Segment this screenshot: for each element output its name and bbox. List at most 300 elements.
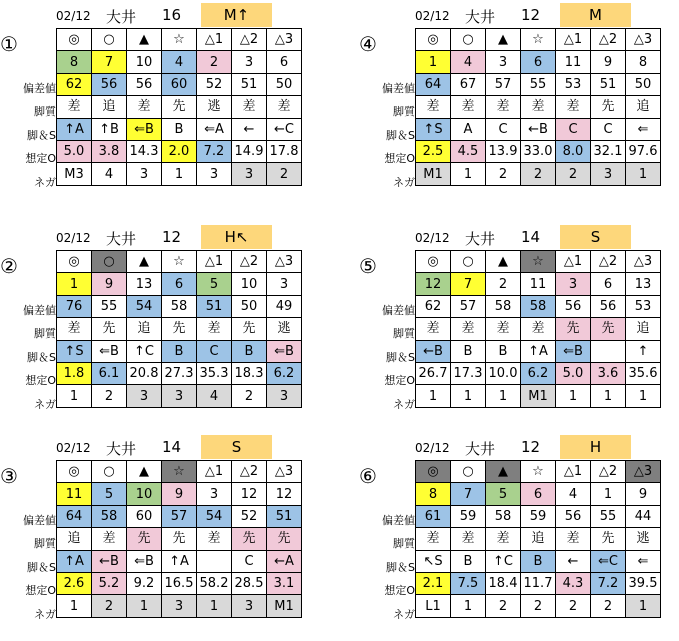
style-row (416, 528, 661, 550)
style-row (57, 96, 302, 118)
table-cell: L1 (416, 595, 451, 617)
mark-cell: △1 (556, 29, 591, 51)
horse-number-row (57, 483, 302, 505)
table-cell: 先 (232, 528, 267, 550)
table-cell: 1 (416, 385, 451, 407)
table-cell: 7.2 (591, 572, 626, 594)
table-cell: M1 (267, 595, 302, 617)
table-cell: 1 (626, 385, 661, 407)
row-label-leg-s: 脚＆S (386, 350, 415, 364)
row-label-nega: ネガ (393, 397, 415, 411)
prediction-table (56, 460, 302, 618)
table-cell: 10 (127, 51, 162, 73)
table-cell: 20.8 (127, 362, 162, 384)
table-cell: ↑C (486, 550, 521, 572)
table-cell: 3 (591, 163, 626, 185)
table-cell: ⇐ (626, 118, 661, 140)
table-cell: 60 (127, 505, 162, 527)
table-cell: 11.7 (521, 572, 556, 594)
table-cell: 差 (57, 96, 92, 118)
pace-badge: M (560, 3, 631, 27)
marks-row (57, 461, 302, 483)
table-cell: 57 (162, 505, 197, 527)
mark-cell: △3 (626, 251, 661, 273)
table-cell: 差 (556, 528, 591, 550)
table-cell: 56 (591, 295, 626, 317)
row-label-nega: ネガ (34, 607, 56, 621)
table-cell: C (591, 118, 626, 140)
prediction-table (56, 250, 302, 408)
table-cell: 先 (556, 318, 591, 340)
nega-row (57, 595, 302, 617)
race-date: 02/12 (415, 231, 450, 245)
race-panel-3 (0, 434, 296, 630)
table-cell: 5 (486, 483, 521, 505)
table-cell: 12 (416, 273, 451, 295)
table-cell: 3 (127, 163, 162, 185)
table-cell: 67 (451, 73, 486, 95)
table-cell: 2 (232, 385, 267, 407)
mark-cell: △2 (591, 29, 626, 51)
table-cell: 53 (626, 295, 661, 317)
table-cell: 9 (591, 51, 626, 73)
deviation-row (416, 295, 661, 317)
style-row (57, 318, 302, 340)
table-cell: 62 (416, 295, 451, 317)
table-cell: B (521, 550, 556, 572)
table-cell: 4.5 (451, 140, 486, 162)
table-cell: 56 (92, 73, 127, 95)
table-cell: M3 (57, 163, 92, 185)
table-cell: 7.2 (197, 140, 232, 162)
race-number: 12 (521, 438, 541, 456)
mark-cell: △3 (267, 461, 302, 483)
table-cell: ↑ (626, 340, 661, 362)
table-cell: 58 (486, 505, 521, 527)
race-panel-4 (359, 2, 658, 198)
marks-row (416, 461, 661, 483)
leg-s-row (57, 550, 302, 572)
table-cell: 先 (232, 318, 267, 340)
table-cell: 3 (162, 595, 197, 617)
race-number: 16 (162, 6, 182, 24)
table-cell: 3 (197, 483, 232, 505)
row-label-nega: ネガ (34, 397, 56, 411)
table-cell: 6 (162, 273, 197, 295)
table-cell: 59 (451, 505, 486, 527)
mark-cell: ○ (92, 29, 127, 51)
mark-cell: ◎ (57, 29, 92, 51)
mark-cell: △3 (626, 461, 661, 483)
table-cell: 13 (127, 273, 162, 295)
nega-row (416, 163, 661, 185)
mark-cell: ◎ (416, 29, 451, 51)
table-cell: 2 (486, 273, 521, 295)
table-cell: ↑S (57, 340, 92, 362)
row-labels (0, 77, 56, 194)
table-cell: 差 (197, 528, 232, 550)
row-label-style: 脚質 (393, 537, 415, 551)
prediction-table (415, 460, 661, 618)
table-cell: 44 (626, 505, 661, 527)
table-cell: 12 (267, 483, 302, 505)
mark-cell: ○ (451, 29, 486, 51)
row-label-odds: 想定O (384, 152, 415, 166)
table-cell: 差 (451, 96, 486, 118)
deviation-row (57, 73, 302, 95)
table-cell: 58 (521, 295, 556, 317)
table-cell: 5 (197, 273, 232, 295)
row-label-deviation: 偏差値 (382, 304, 415, 317)
table-cell: ← (232, 118, 267, 140)
table-cell: 35.6 (626, 362, 661, 384)
table-cell: 32.1 (591, 140, 626, 162)
row-label-style: 脚質 (34, 105, 56, 119)
table-cell: 9 (92, 273, 127, 295)
mark-cell: △2 (591, 461, 626, 483)
table-cell: 2 (486, 595, 521, 617)
row-label-leg-s: 脚＆S (386, 560, 415, 574)
table-cell: 53 (556, 73, 591, 95)
race-venue: 大井 (106, 440, 137, 458)
pace-badge: H↖ (201, 225, 272, 249)
table-cell: ←C (267, 118, 302, 140)
mark-cell: ◎ (57, 461, 92, 483)
table-cell: ←A (267, 550, 302, 572)
table-cell: 54 (127, 295, 162, 317)
panel-header (0, 224, 296, 250)
table-cell: 3 (486, 51, 521, 73)
race-date: 02/12 (415, 9, 450, 23)
table-cell: 1 (451, 163, 486, 185)
row-labels (0, 509, 56, 626)
table-cell: 4 (197, 385, 232, 407)
row-label-odds: 想定O (384, 374, 415, 388)
row-label-leg-s: 脚＆S (27, 350, 56, 364)
table-cell: B (162, 340, 197, 362)
table-cell: 14.9 (232, 140, 267, 162)
table-cell: 1 (197, 595, 232, 617)
race-date: 02/12 (56, 9, 91, 23)
table-cell: 差 (197, 318, 232, 340)
table-cell: 55 (591, 505, 626, 527)
table-cell: 先 (591, 528, 626, 550)
table-cell: 6.1 (92, 362, 127, 384)
table-cell: 8 (416, 483, 451, 505)
table-cell: 56 (127, 73, 162, 95)
odds-row (57, 362, 302, 384)
odds-row (416, 572, 661, 594)
table-cell: 差 (521, 318, 556, 340)
table-cell: ↑C (127, 340, 162, 362)
table-cell: 1 (57, 385, 92, 407)
mark-cell: ◎ (416, 251, 451, 273)
table-cell: 59 (521, 505, 556, 527)
table-cell: 1 (591, 385, 626, 407)
race-venue: 大井 (106, 230, 137, 248)
mark-cell: △3 (267, 251, 302, 273)
row-label-nega: ネガ (393, 607, 415, 621)
table-cell: 差 (416, 318, 451, 340)
row-labels (359, 509, 415, 626)
nega-row (57, 163, 302, 185)
deviation-row (57, 295, 302, 317)
table-cell: 14.3 (127, 140, 162, 162)
table-cell: 差 (486, 96, 521, 118)
row-label-deviation: 偏差値 (23, 82, 56, 95)
table-cell: B (232, 340, 267, 362)
horse-number-row (57, 273, 302, 295)
table-cell: 1 (57, 273, 92, 295)
table-cell: 2 (591, 595, 626, 617)
table-cell: 10 (127, 483, 162, 505)
table-cell: 先 (162, 318, 197, 340)
table-cell: ↑B (92, 118, 127, 140)
table-cell: 2.6 (57, 572, 92, 594)
pace-badge: S (560, 225, 631, 249)
mark-cell: ○ (451, 461, 486, 483)
table-cell: 2.1 (416, 572, 451, 594)
table-cell: 追 (57, 528, 92, 550)
table-cell: 先 (591, 318, 626, 340)
table-cell: 2 (521, 163, 556, 185)
row-label-deviation: 偏差値 (23, 514, 56, 527)
horse-number-row (416, 483, 661, 505)
table-cell: 1 (556, 385, 591, 407)
row-label-deviation: 偏差値 (23, 304, 56, 317)
table-cell: 3 (267, 273, 302, 295)
mark-cell: ▲ (486, 29, 521, 51)
table-cell: M1 (416, 163, 451, 185)
table-cell: 1 (486, 385, 521, 407)
marks-row (416, 251, 661, 273)
row-label-nega: ネガ (34, 175, 56, 189)
table-cell: 2.5 (416, 140, 451, 162)
table-cell: 逃 (267, 318, 302, 340)
table-cell: 58.2 (197, 572, 232, 594)
mark-cell: ◎ (416, 461, 451, 483)
table-cell: 7 (451, 273, 486, 295)
row-label-leg-s: 脚＆S (27, 560, 56, 574)
table-cell: C (232, 550, 267, 572)
race-number: 14 (521, 228, 541, 246)
table-cell: ⇐B (127, 118, 162, 140)
table-cell: ⇐B (92, 340, 127, 362)
table-cell: 9.2 (127, 572, 162, 594)
table-cell: 5.0 (556, 362, 591, 384)
table-cell: 17.8 (267, 140, 302, 162)
table-cell: 50 (626, 73, 661, 95)
mark-cell: △1 (556, 461, 591, 483)
table-cell: 1 (162, 163, 197, 185)
table-cell: B (451, 550, 486, 572)
row-label-odds: 想定O (25, 152, 56, 166)
table-cell: 3 (162, 385, 197, 407)
table-cell: 1 (591, 483, 626, 505)
table-cell: 62 (57, 73, 92, 95)
table-cell: 3 (232, 595, 267, 617)
row-label-style: 脚質 (393, 105, 415, 119)
table-cell: B (486, 340, 521, 362)
mark-cell: ☆ (521, 29, 556, 51)
table-cell: 4 (556, 483, 591, 505)
table-cell: ⇐C (591, 550, 626, 572)
deviation-row (57, 505, 302, 527)
race-number: 12 (521, 6, 541, 24)
marks-row (57, 29, 302, 51)
table-cell: 差 (127, 96, 162, 118)
table-cell: 逃 (626, 528, 661, 550)
table-cell: 追 (521, 528, 556, 550)
table-cell: 35.3 (197, 362, 232, 384)
mark-cell: △2 (232, 461, 267, 483)
mark-cell: △2 (591, 251, 626, 273)
race-venue: 大井 (465, 440, 496, 458)
table-cell: 76 (57, 295, 92, 317)
table-cell: 差 (451, 528, 486, 550)
mark-cell: △3 (626, 29, 661, 51)
table-cell: B (451, 340, 486, 362)
table-cell: 3 (232, 51, 267, 73)
table-cell: 6.2 (267, 362, 302, 384)
table-cell: 2.0 (162, 140, 197, 162)
mark-cell: ▲ (486, 461, 521, 483)
table-cell: 97.6 (626, 140, 661, 162)
mark-cell: ○ (451, 251, 486, 273)
table-cell: 13 (626, 273, 661, 295)
table-cell: 先 (591, 96, 626, 118)
race-date: 02/12 (56, 441, 91, 455)
horse-number-row (57, 51, 302, 73)
mark-cell: ○ (92, 251, 127, 273)
table-cell: 追 (626, 96, 661, 118)
table-cell: 58 (162, 295, 197, 317)
table-cell: ←B (92, 550, 127, 572)
race-venue: 大井 (106, 8, 137, 26)
mark-cell: ☆ (521, 461, 556, 483)
panel-number: ① (0, 32, 18, 56)
table-cell: 57 (451, 295, 486, 317)
table-cell: 64 (416, 73, 451, 95)
table-cell: 51 (591, 73, 626, 95)
table-cell: 28.5 (232, 572, 267, 594)
table-cell: ⇐B (556, 340, 591, 362)
table-cell: C (556, 118, 591, 140)
panel-number: ③ (0, 464, 18, 488)
mark-cell: △1 (556, 251, 591, 273)
mark-cell: △2 (232, 251, 267, 273)
leg-s-row (57, 118, 302, 140)
row-label-odds: 想定O (384, 584, 415, 598)
mark-cell: ▲ (127, 461, 162, 483)
race-date: 02/12 (415, 441, 450, 455)
table-cell: 差 (57, 318, 92, 340)
table-cell: 17.3 (451, 362, 486, 384)
nega-row (416, 595, 661, 617)
table-cell: 52 (232, 505, 267, 527)
pace-badge: H (560, 435, 631, 459)
leg-s-row (57, 340, 302, 362)
table-cell: ←B (416, 340, 451, 362)
table-cell: 11 (521, 273, 556, 295)
table-cell: 先 (267, 528, 302, 550)
table-cell: 6 (521, 483, 556, 505)
nega-row (416, 385, 661, 407)
pace-badge: M↑ (201, 3, 272, 27)
race-panel-2 (0, 224, 296, 420)
table-cell: 18.4 (486, 572, 521, 594)
mark-cell: ◎ (57, 251, 92, 273)
race-venue: 大井 (465, 230, 496, 248)
mark-cell: ○ (92, 461, 127, 483)
mark-cell: ☆ (162, 251, 197, 273)
table-cell: 追 (92, 96, 127, 118)
style-row (416, 96, 661, 118)
table-cell: 33.0 (521, 140, 556, 162)
table-cell: 50 (267, 73, 302, 95)
panel-header (359, 2, 655, 28)
leg-s-row (416, 550, 661, 572)
race-panel-6 (359, 434, 658, 630)
mark-cell: △3 (267, 29, 302, 51)
table-cell: 追 (127, 318, 162, 340)
table-cell: C (486, 118, 521, 140)
odds-row (57, 140, 302, 162)
table-cell: 54 (197, 505, 232, 527)
table-cell: 10 (232, 273, 267, 295)
table-cell: ↖S (416, 550, 451, 572)
panel-number: ② (0, 254, 18, 278)
table-cell: 2 (197, 51, 232, 73)
table-cell: ⇐ (626, 550, 661, 572)
prediction-table (415, 28, 661, 186)
table-cell: A (451, 118, 486, 140)
table-cell: 2 (92, 385, 127, 407)
deviation-row (416, 73, 661, 95)
table-cell: ⇐B (127, 550, 162, 572)
table-cell: 8.0 (556, 140, 591, 162)
mark-cell: ☆ (521, 251, 556, 273)
mark-cell: ▲ (486, 251, 521, 273)
mark-cell: △1 (197, 461, 232, 483)
table-cell: M1 (521, 385, 556, 407)
table-cell: 1 (626, 163, 661, 185)
table-cell: 1 (57, 595, 92, 617)
panel-number: ④ (359, 32, 377, 56)
table-cell: 差 (486, 318, 521, 340)
table-cell: 7 (92, 51, 127, 73)
table-cell: 6 (521, 51, 556, 73)
panel-number: ⑥ (359, 464, 377, 488)
table-cell: 2 (556, 163, 591, 185)
mark-cell: ▲ (127, 29, 162, 51)
table-cell: 2 (521, 595, 556, 617)
pace-badge: S (201, 435, 272, 459)
table-cell: 3.1 (267, 572, 302, 594)
table-cell: 1 (127, 595, 162, 617)
panel-header (0, 2, 296, 28)
table-cell: 3.6 (591, 362, 626, 384)
table-cell: 51 (232, 73, 267, 95)
row-labels (359, 77, 415, 194)
nega-row (57, 385, 302, 407)
table-cell: 1 (416, 51, 451, 73)
odds-row (57, 572, 302, 594)
prediction-table (415, 250, 661, 408)
table-cell: 5.2 (92, 572, 127, 594)
table-cell: 3 (556, 273, 591, 295)
table-cell: 9 (162, 483, 197, 505)
